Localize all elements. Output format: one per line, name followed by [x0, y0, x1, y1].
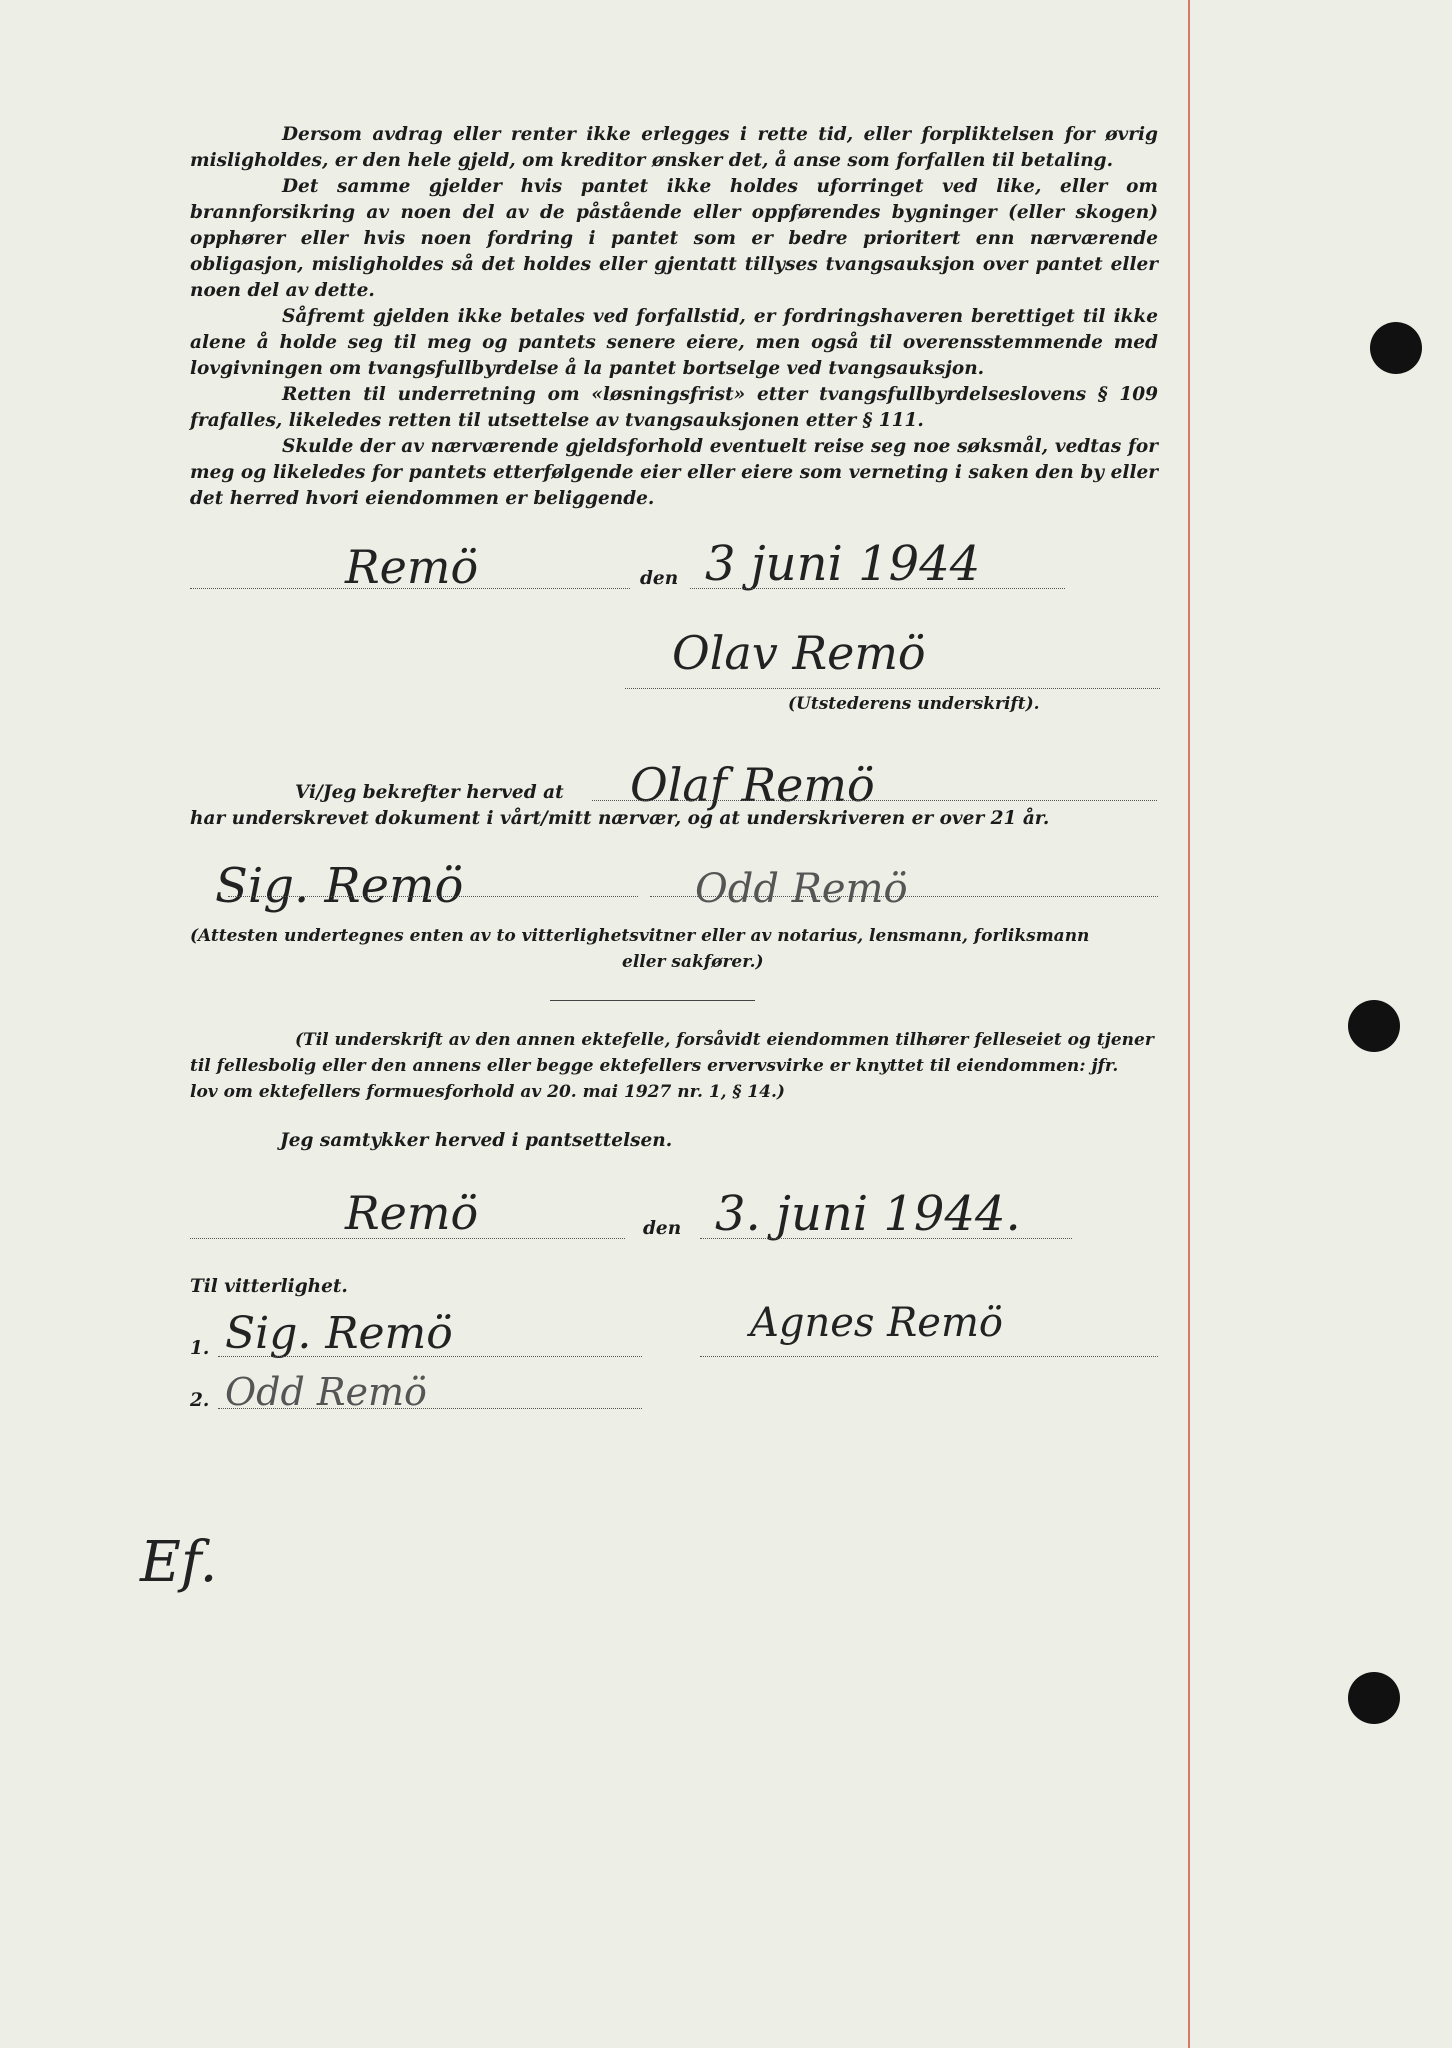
paragraph-notice-clause: Retten til underretning om «løsningsfrist» etter tvangsfullbyrdelseslovens § 109 frafalles, likeledes retten til utsettelse av tvangsauksjonen etter § 111.	[190, 384, 1158, 431]
clerk-initials: Ef.	[140, 1530, 218, 1595]
witness-label: Til vitterlighet.	[190, 1276, 348, 1297]
punch-hole	[1348, 1672, 1400, 1724]
issuer-signature: Olav Remö	[672, 626, 926, 680]
issuer-den-label: den	[640, 568, 679, 589]
spouse-witness1-signature: Sig. Remö	[225, 1308, 453, 1359]
attestation-line-2: har underskrevet dokument i vårt/mitt nærvær, og at underskriveren er over 21 år.	[190, 808, 1050, 829]
witness2-number: 2.	[190, 1390, 210, 1411]
punch-hole	[1348, 1000, 1400, 1052]
spouse-note-line-2: til fellesbolig eller den annens eller begge ektefellers ervervsvirke er knyttet til eiendommen: jfr.	[190, 1056, 1119, 1076]
place-line	[190, 588, 630, 589]
attested-name: Olaf Remö	[630, 758, 875, 812]
spouse-date-line	[700, 1238, 1072, 1239]
date-line	[690, 588, 1065, 589]
spouse-signature: Agnes Remö	[750, 1300, 1003, 1346]
attested-name-line	[592, 800, 1157, 801]
attestation-lead: Vi/Jeg bekrefter herved at	[295, 782, 564, 803]
signature-line	[625, 688, 1160, 689]
witness1-signature: Sig. Remö	[215, 858, 464, 914]
spouse-signature-line	[700, 1356, 1158, 1357]
spouse-note-line-3: lov om ektefellers formuesforhold av 20. mai 1927 nr. 1, § 14.)	[190, 1082, 785, 1102]
spouse-witness1-line	[218, 1356, 642, 1357]
spouse-place: Remö	[345, 1186, 479, 1240]
spouse-note-line-1: (Til underskrift av den annen ektefelle, forsåvidt eiendommen tilhører felleseiet og tjener	[295, 1030, 1154, 1050]
spouse-witness2-signature: Odd Remö	[225, 1370, 427, 1414]
witness2-signature: Odd Remö	[695, 866, 908, 912]
witness2-line	[650, 896, 1158, 897]
punch-hole	[1370, 322, 1422, 374]
attestation-note-line-1: (Attesten undertegnes enten av to vitterlighetsvitner eller av notarius, lensmann, forliksmann	[190, 926, 1090, 946]
consent-statement: Jeg samtykker herved i pantsettelsen.	[280, 1130, 673, 1151]
spouse-date: 3. juni 1944.	[715, 1186, 1021, 1242]
paragraph-default-clause: Dersom avdrag eller renter ikke erlegges i rette tid, eller forpliktelsen for øvrig misligholdes, er den hele gjeld, om kreditor ønsker det, å anse som forfallen til betaling.	[190, 124, 1158, 171]
paragraph-venue-clause: Skulde der av nærværende gjeldsforhold eventuelt reise seg noe søksmål, vedtas for meg og likeledes for pantets etterfølgende eier eller eiere som verneting i saken den by eller det herred hvori eiendommen er beliggende.	[190, 436, 1158, 509]
issuer-date: 3 juni 1944	[705, 536, 981, 592]
attestation-note-line-2: eller sakfører.)	[622, 952, 764, 972]
spouse-witness2-line	[218, 1408, 642, 1409]
spouse-place-line	[190, 1238, 625, 1239]
paragraph-maintenance-clause: Det samme gjelder hvis pantet ikke holdes uforringet ved like, eller om brannforsikring av noen del av de påstående eller oppførendes bygninger (eller skogen) opphører eller hvis noen fordring i pantet som er bedre prioritert enn nærværende obligasjon, misligholdes så det holdes eller gjentatt tillyses tvangsauksjon over pantet eller noen del av dette.	[190, 176, 1158, 301]
issuer-signature-caption: (Utstederens underskrift).	[788, 694, 1040, 714]
witness1-line	[228, 896, 638, 897]
paragraph-maturity-clause: Såfremt gjelden ikke betales ved forfallstid, er fordringshaveren berettiget til ikke alene å holde seg til meg og pantets senere eiere, men også til overensstemmende med lovgivningen om tvangsfullbyrdelse å la pantet bortselge ved tvangsauksjon.	[190, 306, 1158, 379]
section-divider	[550, 1000, 755, 1001]
witness1-number: 1.	[190, 1338, 210, 1359]
margin-rule	[1188, 0, 1190, 2048]
issuer-place: Remö	[345, 540, 479, 594]
spouse-den-label: den	[643, 1218, 682, 1239]
